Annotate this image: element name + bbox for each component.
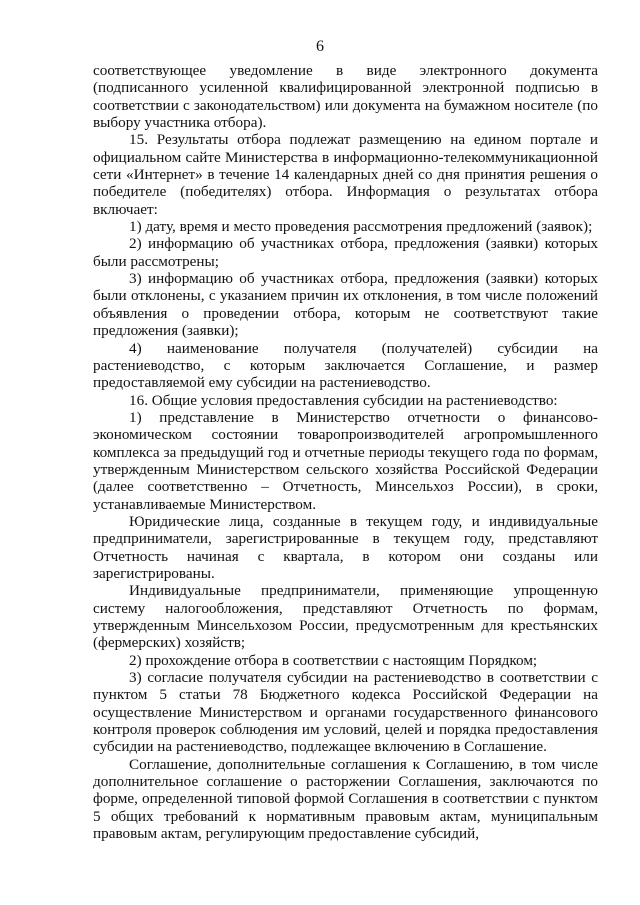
paragraph-agreement: Соглашение, дополнительные соглашения к Соглашению, в том числе дополнительное соглашение о расторжении Соглашения, заключаются по форме, определенной типовой формой Соглашения в соответствии с пунктом 5 общих требований к нормативным правовым актам, муниципальным правовым актам, регулирующим предоставление субсидий,	[93, 755, 598, 843]
paragraph-continuation: соответствующее уведомление в виде электронного документа (подписанного усиленной квалифицированной электронной подписью в соответствии с законодательством) или документа на бумажном носителе (по выбору участника отбора).	[93, 62, 598, 132]
paragraph-subitem-15-2: 2) информацию об участниках отбора, предложения (заявки) которых были рассмотрены;	[93, 235, 598, 270]
document-body	[93, 62, 598, 842]
paragraph-entrepreneurs: Индивидуальные предприниматели, применяющие упрощенную систему налогообложения, представляют Отчетность по формам, утвержденным Минсельхозом России, предусмотренным для крестьянских (фермерских) хозяйств;	[93, 582, 598, 652]
paragraph-subitem-15-3: 3) информацию об участниках отбора, предложения (заявки) которых были отклонены, с указанием причин их отклонения, в том числе положений объявления о проведении отбора, которым не соответствуют такие предложения (заявки);	[93, 270, 598, 340]
paragraph-item-16: 16. Общие условия предоставления субсидии на растениеводство:	[129, 391, 558, 409]
paragraph-item-15: 15. Результаты отбора подлежат размещению на едином портале и официальном сайте Министерства в информационно-телекоммуникационной сети «Интернет» в течение 14 календарных дней со дня принятия решения о победителе (победителях) отбора. Информация о результатах отбора включает:	[93, 131, 598, 218]
paragraph-subitem-16-1: 1) представление в Министерство отчетности о финансово-экономическом состоянии товаропроизводителей агропромышленного комплекса за предыдущий год и отчетные периоды текущего года по формам, утвержденным Министерством сельского хозяйства Российской Федерации (далее соответственно – Отчетность, Минсельхоз России), в сроки, устанавливаемые Министерством.	[93, 408, 598, 513]
paragraph-subitem-16-3: 3) согласие получателя субсидии на растениеводство в соответствии с пунктом 5 статьи 78 Бюджетного кодекса Российской Федерации на осуществление Министерством и органами государственного финансового контроля проверок соблюдения им условий, целей и порядка предоставления субсидии на растениеводство, подлежащее включению в Соглашение.	[93, 669, 598, 756]
paragraph-subitem-15-1: 1) дату, время и место проведения рассмотрения предложений (заявок);	[129, 218, 593, 236]
paragraph-subitem-16-2: 2) прохождение отбора в соответствии с настоящим Порядком;	[129, 651, 538, 669]
paragraph-legal-entities: Юридические лица, созданные в текущем году, и индивидуальные предприниматели, зарегистрированные в текущем году, представляют Отчетность начиная с квартала, в котором они созданы или зарегистрированы.	[93, 512, 598, 582]
paragraph-subitem-15-4: 4) наименование получателя (получателей) субсидии на растениеводство, с которым заключается Соглашение, и размер предоставляемой ему субсидии на растениеводство.	[93, 339, 598, 392]
page-number: 6	[316, 38, 324, 55]
